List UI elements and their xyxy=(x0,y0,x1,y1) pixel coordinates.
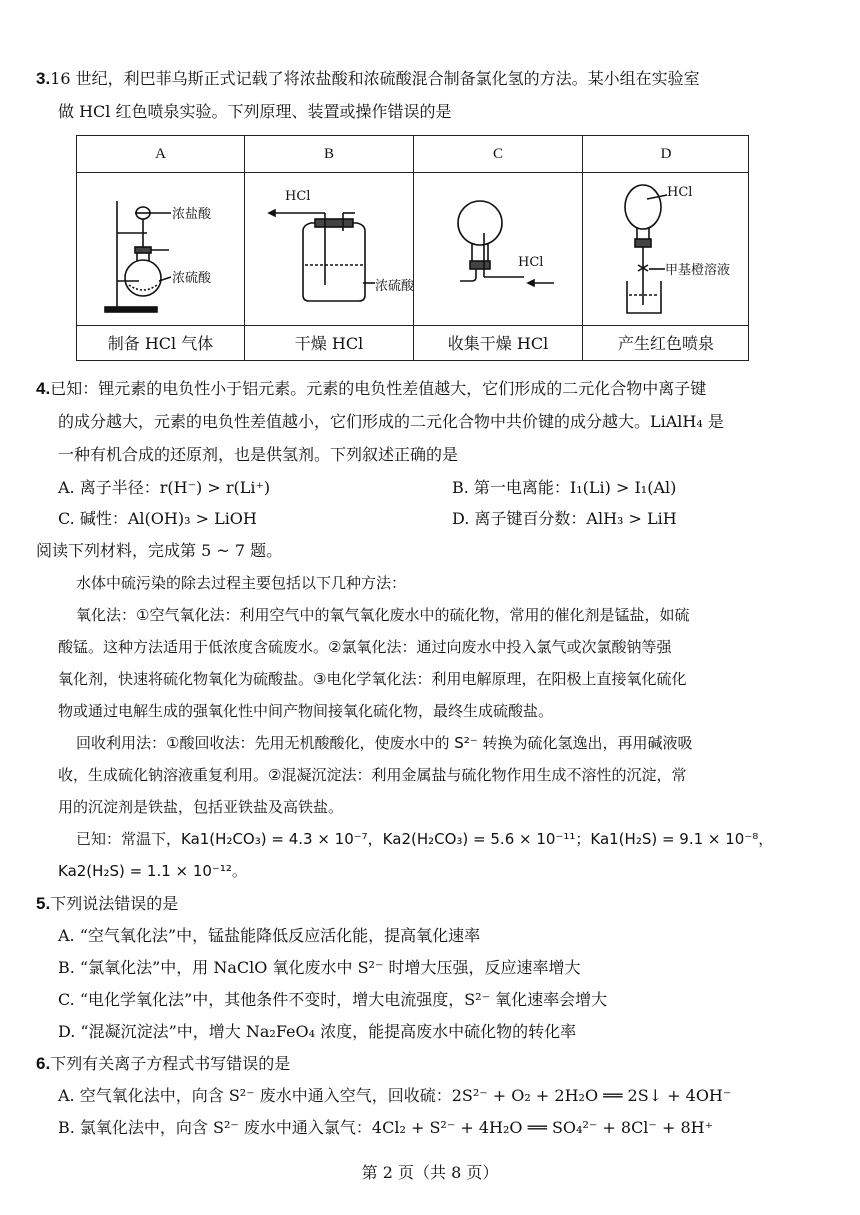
apparatus-d xyxy=(583,173,749,325)
apparatus-b xyxy=(245,173,413,325)
q3-line1 xyxy=(36,68,700,90)
apparatus-a-drawing xyxy=(77,173,244,325)
q5-stem: 下列说法错误的是 xyxy=(50,894,179,913)
q4-line2: 的成分越大，元素的电负性差值越小，它们形成的二元化合物中共价键的成分越大。LiAlH₄ 是 xyxy=(58,412,724,431)
apparatus-c xyxy=(414,173,582,325)
q6-number: 6. xyxy=(36,1054,51,1073)
table-header-c: C xyxy=(492,146,503,162)
caption-d: 产生红色喷泉 xyxy=(617,334,714,353)
material-p2-4: 物或通过电解生成的强氧化性中间产物间接氧化硫化物，最终生成硫酸盐。 xyxy=(58,702,554,720)
caption-c: 收集干燥 HCl xyxy=(447,334,549,353)
q5-option-a: A. “空气氧化法”中，锰盐能降低反应活化能，提高氧化速率 xyxy=(58,926,481,945)
table-header-d: D xyxy=(660,146,672,162)
apparatus-d-drawing xyxy=(583,173,749,325)
q6-stem-line xyxy=(36,1053,290,1075)
material-p3-1: 回收利用法：①酸回收法：先用无机酸酸化，使废水中的 S²⁻ 转换为硫化氢逸出，再用碱液吸 xyxy=(76,734,693,752)
q4-option-a: A. 离子半径：r(H⁻) > r(Li⁺) xyxy=(58,478,271,497)
label-conc-h2so4-b: 浓硫酸 xyxy=(375,279,415,294)
q5-option-b: B. “氯氧化法”中，用 NaClO 氧化废水中 S²⁻ 时增大压强，反应速率增大 xyxy=(58,958,581,977)
q5-stem-line xyxy=(36,893,178,915)
material-p3-2: 收，生成硫化钠溶液重复利用。②混凝沉淀法：利用金属盐与硫化物作用生成不溶性的沉淀，常 xyxy=(58,766,687,784)
table-header-a: A xyxy=(155,146,166,162)
label-methyl-orange: 甲基橙溶液 xyxy=(665,263,731,278)
material-p2-2: 酸锰。这种方法适用于低浓度含硫废水。②氯氧化法：通过向废水中投入氯气或次氯酸钠等强 xyxy=(58,638,672,656)
material-intro: 阅读下列材料，完成第 5 ~ 7 题。 xyxy=(36,541,283,560)
material-p3-3: 用的沉淀剂是铁盐，包括亚铁盐及高铁盐。 xyxy=(58,798,344,816)
material-p2-3: 氧化剂，快速将硫化物氧化为硫酸盐。③电化学氧化法：利用电解原理，在阳极上直接氧化硫化 xyxy=(58,670,687,688)
q4-number: 4. xyxy=(36,379,51,398)
label-conc-hcl: 浓盐酸 xyxy=(172,207,212,222)
q4-option-b: B. 第一电离能：I₁(Li) > I₁(Al) xyxy=(452,478,677,497)
q3-number: 3. xyxy=(36,69,51,88)
q5-option-c: C. “电化学氧化法”中，其他条件不变时，增大电流强度，S²⁻ 氧化速率会增大 xyxy=(58,990,608,1009)
apparatus-b-drawing xyxy=(245,173,413,325)
material-p4-2: Ka2(H₂S) = 1.1 × 10⁻¹²。 xyxy=(58,862,247,880)
q6-stem: 下列有关离子方程式书写错误的是 xyxy=(50,1054,291,1073)
material-p2-1: 氧化法：①空气氧化法：利用空气中的氧气氧化废水中的硫化物，常用的催化剂是锰盐，如硫 xyxy=(76,606,690,624)
material-p1: 水体中硫污染的除去过程主要包括以下几种方法： xyxy=(76,574,407,592)
label-hcl-c: HCl xyxy=(518,255,544,270)
q3-text1: 16 世纪，利巴菲乌斯正式记载了将浓盐酸和浓硫酸混合制备氯化氢的方法。某小组在实验室 xyxy=(50,69,700,88)
q6-option-a: A. 空气氧化法中，向含 S²⁻ 废水中通入空气，回收硫：2S²⁻ + O₂ + 2H₂O ══ 2S↓ + 4OH⁻ xyxy=(58,1086,732,1105)
material-p4-1: 已知：常温下，Ka1(H₂CO₃) = 4.3 × 10⁻⁷，Ka2(H₂CO₃) = 5.6 × 10⁻¹¹；Ka1(H₂S) = 9.1 × 10⁻⁸， xyxy=(76,830,774,848)
q4-option-d: D. 离子键百分数：AlH₃ > LiH xyxy=(452,509,677,528)
caption-b: 干燥 HCl xyxy=(294,334,364,353)
q6-option-b: B. 氯氧化法中，向含 S²⁻ 废水中通入氯气：4Cl₂ + S²⁻ + 4H₂O ══ SO₄²⁻ + 8Cl⁻ + 8H⁺ xyxy=(58,1118,714,1137)
q4-line3: 一种有机合成的还原剂，也是供氢剂。下列叙述正确的是 xyxy=(58,445,459,464)
q3-line2: 做 HCl 红色喷泉实验。下列原理、装置或操作错误的是 xyxy=(58,102,452,121)
q4-line1 xyxy=(36,378,706,400)
apparatus-a xyxy=(77,173,244,325)
q5-option-d: D. “混凝沉淀法”中，增大 Na₂FeO₄ 浓度，能提高废水中硫化物的转化率 xyxy=(58,1022,577,1041)
q5-number: 5. xyxy=(36,894,51,913)
apparatus-c-drawing xyxy=(414,173,582,325)
page-footer: 第 2 页（共 8 页） xyxy=(361,1163,499,1182)
caption-a: 制备 HCl 气体 xyxy=(107,334,214,353)
label-hcl-in: HCl xyxy=(285,189,311,204)
q4-text1: 已知：锂元素的电负性小于铝元素。元素的电负性差值越大，它们形成的二元化合物中离子键 xyxy=(50,379,707,398)
label-hcl-d: HCl xyxy=(667,185,693,200)
q4-option-c: C. 碱性：Al(OH)₃ > LiOH xyxy=(58,509,257,528)
table-header-b: B xyxy=(323,146,334,162)
label-conc-h2so4-a: 浓硫酸 xyxy=(172,271,212,286)
apparatus-table xyxy=(76,135,749,361)
